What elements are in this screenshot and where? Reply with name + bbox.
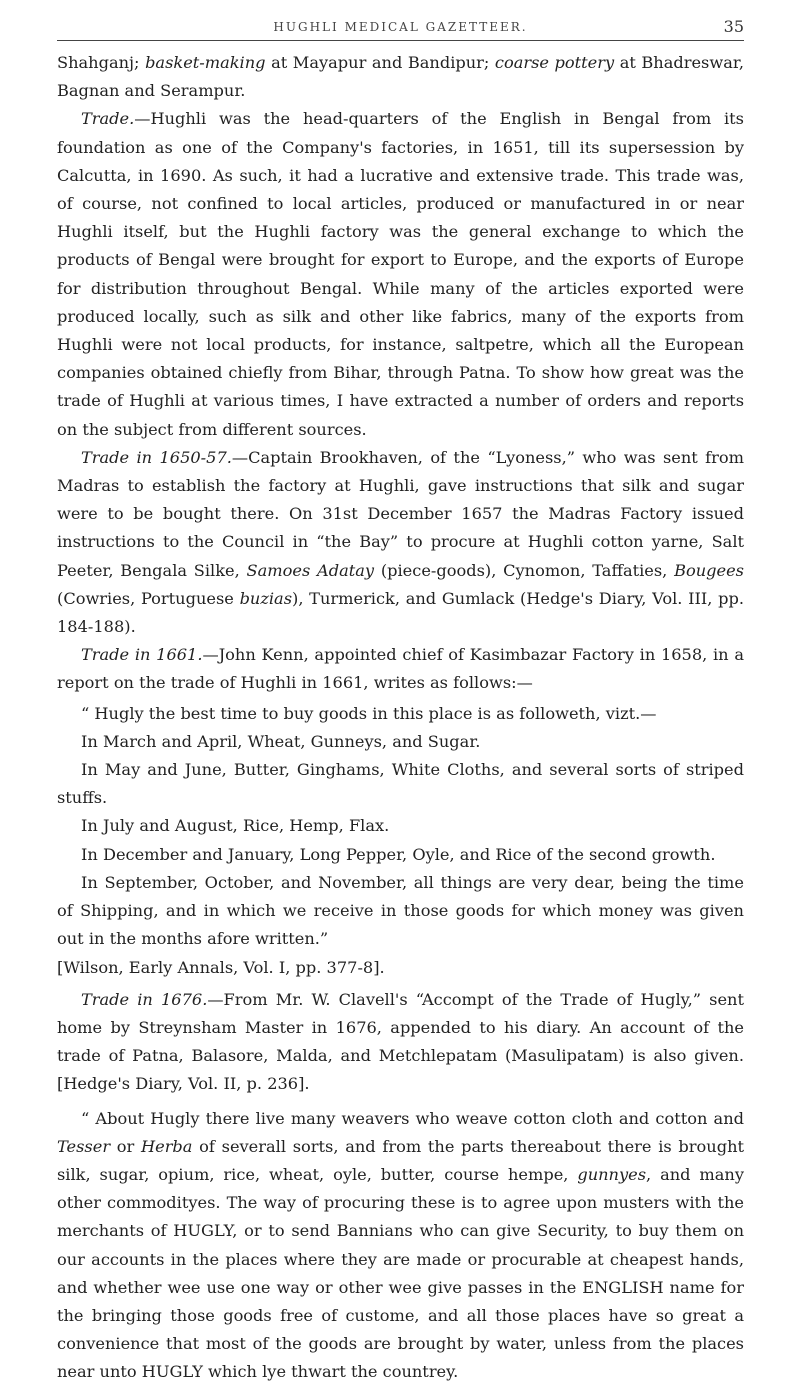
italic-term: basket-making <box>145 53 266 72</box>
text-run: or <box>110 1136 141 1156</box>
text-run: at Mayapur and Bandipur; <box>265 53 495 72</box>
text-run: “ About Hugly there live many weavers who weave cotton cloth and cotton and <box>81 1108 744 1128</box>
text-run: of severall sorts, and from the parts thereabout there is brought silk, sugar, opium, rice, wheat, oyle, butter, course hempe, <box>57 1136 744 1184</box>
section-heading: Trade in 1661. <box>81 645 203 665</box>
italic-term: Bougees <box>674 560 744 580</box>
text-run: , and many other commodityes. The way of procuring these is to agree upon musters with the merchants of HUGLY, or to send Bannians who can give Security, to buy them on our accounts in the places where they are made or procurable at cheapest hands, and whether wee use one way or other wee give passes in the ENGLISH name for the bringing those goods free of custome, and all those places have so great a convenience that most of the goods are brought by water, unless from the places near unto HUGLY which lye thwart the countrey. <box>57 1164 744 1382</box>
paragraph-trade-1650 <box>57 444 744 641</box>
text-run: (Cowries, Portuguese <box>57 588 240 608</box>
quote-1676 <box>57 1105 744 1387</box>
page-number: 35 <box>723 17 744 36</box>
text-run: —Captain Brookhaven, of the “Lyoness,” who was sent from Madras to establish the factory at Hughli, gave instructions that silk and sugar were to be bought there. On 31st December 1657 the Madras Factory issued instructions to the Council in “the Bay” to procure at Hughli cotton yarne, Salt Peeter, Bengala Silke, <box>57 447 744 580</box>
paragraph-trade <box>57 105 744 443</box>
quote-citation: [Wilson, Early Annals, Vol. I, pp. 377-8]. <box>57 957 385 977</box>
quote-line: “ Hugly the best time to buy goods in this place is as followeth, vizt.— <box>81 703 657 723</box>
paragraph-text: —John Kenn, appointed chief of Kasimbazar Factory in 1658, in a report on the trade of Hughli in 1661, writes as follows:— <box>57 645 744 693</box>
italic-term: Tesser <box>57 1136 111 1156</box>
main-text <box>57 49 744 1387</box>
paragraph-trade-1661 <box>57 641 744 697</box>
italic-term: buzias <box>239 588 293 608</box>
quote-1661 <box>57 700 744 982</box>
running-title: HUGHLI MEDICAL GAZETTEER. <box>273 20 528 34</box>
text-run: ), Turmerick, and Gumlack (Hedge's Diary, Vol. III, pp. 184-188). <box>57 588 744 637</box>
italic-term: Herba <box>141 1136 193 1156</box>
paragraph-text: —From Mr. W. Clavell's “Accompt of the Trade of Hugly,” sent home by Streynsham Master in 1676, appended to his diary. An account of the trade of Patna, Balasore, Malda, and Metchlepatam (Masulipatam) is also given. [Hedge's Diary, Vol. II, p. 236]. <box>57 989 744 1094</box>
section-heading: Trade in 1676. <box>81 989 208 1009</box>
paragraph-trade-1676 <box>57 986 744 1099</box>
section-heading: Trade in 1650-57. <box>81 447 232 467</box>
paragraph-text: —Hughli was the head-quarters of the English in Bengal from its foundation as one of the Company's factories, in 1651, till its supersession by Calcutta, in 1690. As such, it had a lucrative and extensive trade. This trade was, of course, not confined to local articles, produced or manufactured in or near Hughli itself, but the Hughli factory was the general exchange to which the products of Bengal were brought for export to Europe, and the exports of Europe for distribution throughout Bengal. While many of the articles exported were produced locally, such as silk and other like fabrics, many of the exports from Hughli were not local products, for instance, saltpetre, which all the European companies obtained chiefly from Bihar, through Patna. To show how great was the trade of Hughli at various times, I have extracted a number of orders and reports on the subject from different sources. <box>57 109 744 439</box>
italic-term: Samoes Adatay <box>246 560 375 580</box>
paragraph-crafts <box>57 49 744 105</box>
quote-line: In May and June, Butter, Ginghams, White Cloths, and several sorts of striped stuffs. <box>57 760 744 808</box>
section-heading: Trade. <box>81 109 135 129</box>
running-header <box>57 0 744 41</box>
italic-term: gunnyes <box>577 1164 647 1184</box>
quote-line: In July and August, Rice, Hemp, Flax. <box>81 816 390 836</box>
quote-line: In September, October, and November, all things are very dear, being the time of Shipping, and in which we receive in those goods for which money was given out in the months afore written.” <box>57 872 744 949</box>
quote-line: In March and April, Wheat, Gunneys, and Sugar. <box>81 731 481 751</box>
quote-paragraph <box>57 1105 744 1387</box>
text-run: at Bhadreswar, Bagnan and Serampur. <box>57 53 744 101</box>
quote-line: In December and January, Long Pepper, Oyle, and Rice of the second growth. <box>81 844 716 864</box>
text-run: (piece-goods), Cynomon, Taffaties, <box>374 560 675 580</box>
text-run: Shahganj; <box>57 53 146 72</box>
italic-term: coarse pottery <box>494 53 615 72</box>
